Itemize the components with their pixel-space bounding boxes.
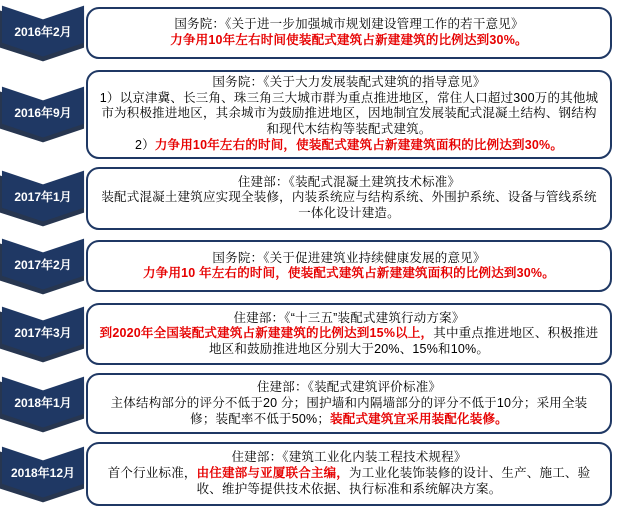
- policy-text-segment: 力争用10 年左右的时间，使装配式建筑占新建建筑面积的比例达到30%。: [143, 266, 555, 281]
- policy-text-segment: 住建部：《“十三五”装配式建筑行动方案》: [233, 310, 465, 325]
- policy-text-segment: 由住建部与亚厦联合主编，: [196, 466, 349, 481]
- policy-box: [86, 167, 612, 230]
- policy-text-segment: 住建部：《装配式建筑评价标准》: [256, 380, 442, 395]
- policy-box: [86, 240, 612, 292]
- policy-text: [98, 266, 600, 282]
- policy-title: [98, 380, 600, 396]
- timeline-row: [0, 303, 614, 365]
- policy-text: [98, 138, 600, 154]
- policy-text-segment: 国务院：《关于进一步加强城市规划建设管理工作的若干意见》: [174, 17, 524, 32]
- policy-text-segment: 其中重点推进地区、积极推进地区和鼓励推进地区分别大于20%、15%和10%。: [208, 326, 599, 357]
- policy-text-segment: 2）: [134, 137, 155, 152]
- policy-text: [98, 326, 600, 358]
- policy-box: [86, 303, 612, 365]
- policy-text: [98, 466, 600, 498]
- policy-text-segment: 住建部：《装配式混凝土建筑技术标准》: [237, 174, 461, 189]
- date-label: 2016年2月: [14, 25, 72, 40]
- date-label: 2016年9月: [14, 106, 72, 121]
- policy-title: [98, 251, 600, 267]
- date-chevron: [0, 85, 86, 143]
- policy-box: [86, 442, 612, 506]
- date-chevron: [0, 237, 86, 295]
- policy-title: [98, 450, 600, 466]
- policy-title: [98, 75, 600, 91]
- policy-title: [98, 17, 600, 33]
- policy-text-segment: 首个行业标准，: [107, 466, 197, 481]
- timeline-row: [0, 70, 614, 159]
- timeline-row: [0, 237, 614, 295]
- policy-text-segment: 装配式混凝土建筑应实现全装修，内装系统应与结构系统、外围护系统、设备与管线系统一体化设计建造。: [101, 190, 597, 221]
- date-label: 2018年12月: [10, 466, 76, 481]
- policy-box: [86, 7, 612, 59]
- policy-text: [98, 396, 600, 428]
- policy-text-segment: 国务院：《关于大力发展装配式建筑的指导意见》: [212, 74, 486, 89]
- date-chevron: [0, 375, 86, 433]
- policy-text: [98, 190, 600, 222]
- policy-box: [86, 70, 612, 159]
- policy-text: [98, 33, 600, 49]
- date-chevron: [0, 305, 86, 363]
- policy-text-segment: 力争用10年左右时间使装配式建筑占新建建筑的比例达到30%。: [170, 33, 528, 47]
- timeline-row: [0, 373, 614, 434]
- policy-text-segment: 住建部：《建筑工业化内装工程技术规程》: [231, 450, 467, 465]
- timeline-row: [0, 4, 614, 62]
- policy-box: [86, 373, 612, 434]
- policy-text-segment: 1）以京津冀、长三角、珠三角三大城市群为重点推进地区，常住人口超过300万的其他城市为积极推进地区，其余城市为鼓励推进地区，因地制宜发展装配式混凝土结构、钢结构和现代木结构等装配式建筑。: [99, 90, 599, 137]
- date-chevron: [0, 4, 86, 62]
- policy-text-segment: 为工业化装饰装修的设计、生产、施工、验收、维护等提供技术依据、执行标准和系统解决方案。: [196, 466, 591, 496]
- policy-title: [98, 311, 600, 327]
- policy-text-segment: 力争用10年左右的时间，使装配式建筑占新建建筑面积的比例达到30%。: [154, 137, 564, 152]
- date-label: 2017年1月: [14, 190, 72, 205]
- policy-text-segment: 装配式建筑宜采用装配化装修。: [330, 411, 508, 426]
- date-chevron: [0, 445, 86, 503]
- date-label: 2018年1月: [14, 395, 72, 410]
- date-label: 2017年3月: [14, 326, 72, 341]
- timeline-row: [0, 167, 614, 230]
- timeline-row: [0, 442, 614, 506]
- policy-text: [98, 91, 600, 138]
- policy-text-segment: 国务院：《关于促进建筑业持续健康发展的意见》: [212, 250, 486, 265]
- date-chevron: [0, 169, 86, 227]
- date-label: 2017年2月: [14, 258, 72, 273]
- policy-text-segment: 到2020年全国装配式建筑占新建建筑的比例达到15%以上，: [99, 326, 434, 341]
- policy-title: [98, 175, 600, 191]
- policy-text-segment: 主体结构部分的评分不低于20 分；围护墙和内隔墙部分的评分不低于10分；采用全装修；装配率不低于50%；: [110, 395, 588, 426]
